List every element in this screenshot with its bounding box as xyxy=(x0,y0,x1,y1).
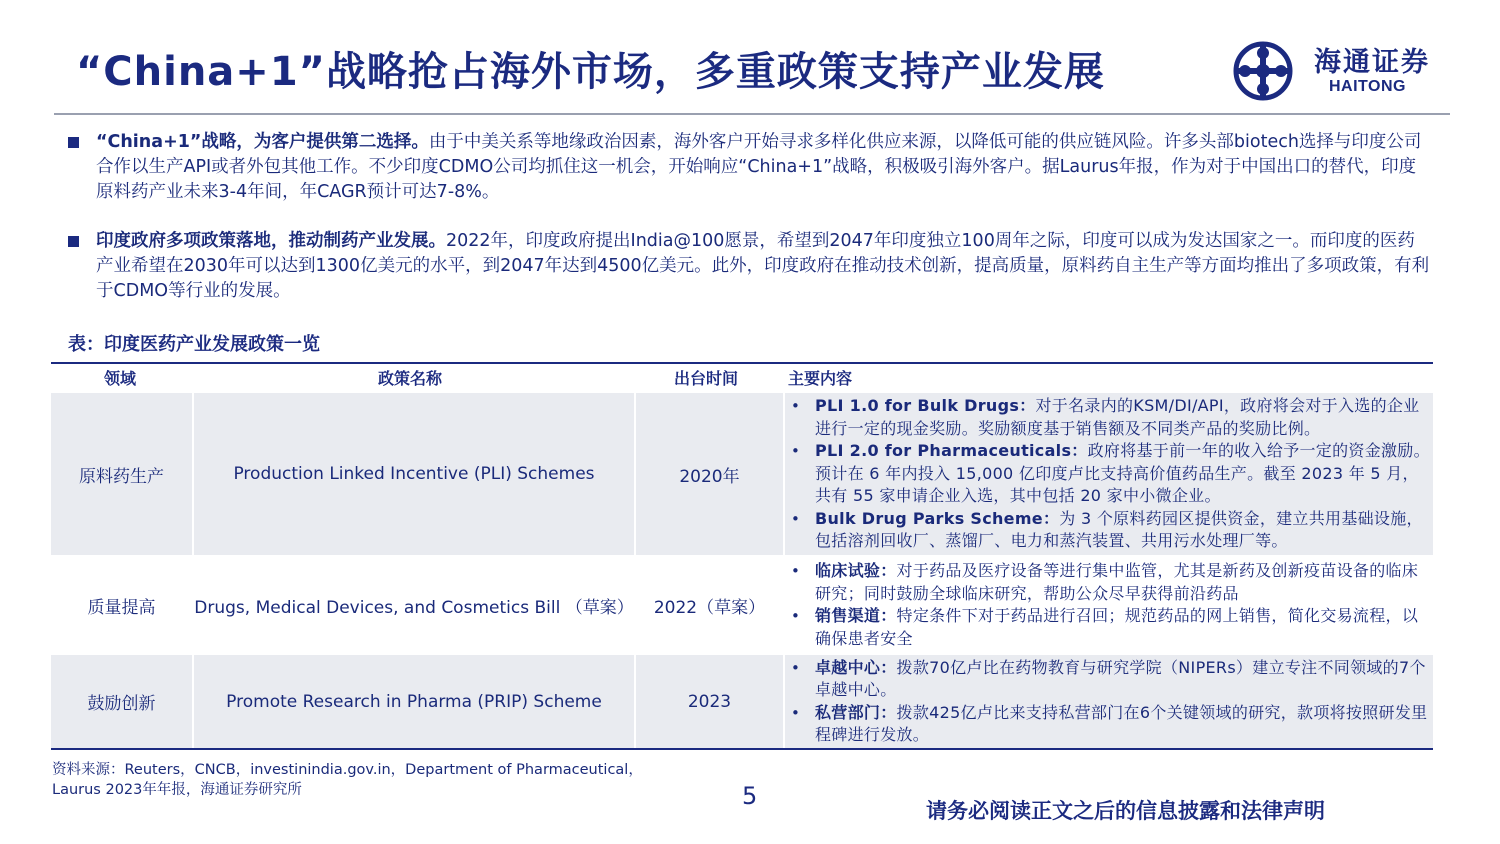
logo-text-cn: 海通证券 xyxy=(1314,47,1430,78)
table-header-content: 主要内容 xyxy=(788,369,853,388)
table-cell-content xyxy=(785,655,1433,748)
page-number: 5 xyxy=(742,782,758,810)
table-cell-date: 2022（草案） xyxy=(636,557,783,653)
table-cell-content xyxy=(785,557,1433,653)
table-caption: 表：印度医药产业发展政策一览 xyxy=(68,334,320,355)
bullet-square-icon xyxy=(68,137,79,148)
list-item: • PLI 1.0 for Bulk Drugs：对于名录内的KSM/DI/API，政府将会对于入选的企业进行一定的现金奖励。奖励额度基于销售额及不同类产品的奖励比例。 xyxy=(791,396,1420,438)
list-item: • 临床试验：对于药品及医疗设备等进行集中监管，尤其是新药及创新疫苗设备的临床研究；同时鼓励全球临床研究，帮助公众尽早获得前沿药品 xyxy=(791,561,1419,603)
page-title: “China+1”战略抢占海外市场，多重政策支持产业发展 xyxy=(76,49,1105,95)
company-logo xyxy=(1232,40,1452,104)
bullet-dot-icon: • xyxy=(791,562,801,580)
bullet-dot-icon: • xyxy=(791,397,801,416)
list-item: • Bulk Drug Parks Scheme：为 3 个原料药园区提供资金，建立共用基础设施，包括溶剂回收厂、蒸馏厂、电力和蒸汽装置、共用污水处理厂等。 xyxy=(791,508,1423,551)
bullet-dot-icon: • xyxy=(791,442,801,461)
bullet-dot-icon: • xyxy=(791,703,801,722)
bullet-text: 由于中美关系等地缘政治因素，海外客户开始寻求多样化供应来源，以降低可能的供应链风险。许多头部biotech选择与印度公司合作以生产API或者外包其他工作。不少印度CDMO公司均抓住这一机会，开始响应“China+1”战略，积极吸引海外客户。据Laurus年报，作为对于中国出口的替代，印度原料药产业未来3-4年间，年CAGR预计可达7-8%。 xyxy=(96,132,1422,202)
table-cell-date: 2023 xyxy=(636,655,783,748)
table-top-rule xyxy=(51,362,1433,364)
table-cell-policy: Production Linked Incentive (PLI) Schemes xyxy=(194,393,634,555)
logo-text-en: HAITONG xyxy=(1329,78,1406,95)
legal-disclaimer: 请务必阅读正文之后的信息披露和法律声明 xyxy=(926,798,1325,823)
bullet-square-icon xyxy=(68,236,79,247)
bullet-government-policy xyxy=(70,229,1432,304)
table-cell-policy: Promote Research in Pharma (PRIP) Scheme xyxy=(194,655,634,748)
table-header-policy: 政策名称 xyxy=(378,369,443,388)
source-note: 资料来源：Reuters，CNCB，investinindia.gov.in，Department of Pharmaceutical， Laurus 2023年年报，海通证券研究所 xyxy=(52,762,643,798)
bullet-text: 2022年，印度政府提出India@100愿景，希望到2047年印度独立100周年之际，印度可以成为发达国家之一。而印度的医药产业希望在2030年可以达到1300亿美元的水平，到2047年达到4500亿美元。此外，印度政府在推动技术创新，提高质量，原料药自主生产等方面均推出了多项政策，有利于CDMO等行业的发展。 xyxy=(96,231,1430,301)
table-bottom-rule xyxy=(51,748,1433,750)
bullet-lead: 印度政府多项政策落地，推动制药产业发展。 xyxy=(96,231,446,251)
table-cell-policy: Drugs, Medical Devices, and Cosmetics Bill （草案） xyxy=(194,557,634,653)
bullet-china-plus-one xyxy=(70,130,1432,205)
list-item: • 私营部门：拨款425亿卢比来支持私营部门在6个关键领域的研究，款项将按照研发里程碑进行发放。 xyxy=(791,702,1428,744)
table-cell-field: 鼓励创新 xyxy=(51,655,192,748)
table-cell-field: 原料药生产 xyxy=(51,393,192,555)
list-item: • 卓越中心：拨款70亿卢比在药物教育与研究学院（NIPERs）建立专注不同领域的7个卓越中心。 xyxy=(791,657,1426,699)
list-item: • 销售渠道：特定条件下对于药品进行召回；规范药品的网上销售，简化交易流程，以确保患者安全 xyxy=(791,606,1419,648)
list-item: • PLI 2.0 for Pharmaceuticals：政府将基于前一年的收入给予一定的资金激励。预计在 6 年内投入 15,000 亿印度卢比支持高价值药品生产。截至 2023 年 5 月，共有 55 家申请企业入选，其中包括 20 家中小微企业。 xyxy=(791,441,1430,506)
haitong-logo-icon xyxy=(1232,40,1294,102)
bullet-dot-icon: • xyxy=(791,509,801,528)
table-cell-content xyxy=(785,393,1433,555)
table-header-date: 出台时间 xyxy=(674,369,739,388)
table-header-field: 领域 xyxy=(104,369,137,388)
bullet-lead: “China+1”战略，为客户提供第二选择。 xyxy=(96,132,429,152)
table-cell-date: 2020年 xyxy=(636,393,783,555)
header-divider xyxy=(54,113,1450,115)
table-cell-field: 质量提高 xyxy=(51,557,192,653)
bullet-dot-icon: • xyxy=(791,658,801,677)
bullet-dot-icon: • xyxy=(791,607,801,625)
